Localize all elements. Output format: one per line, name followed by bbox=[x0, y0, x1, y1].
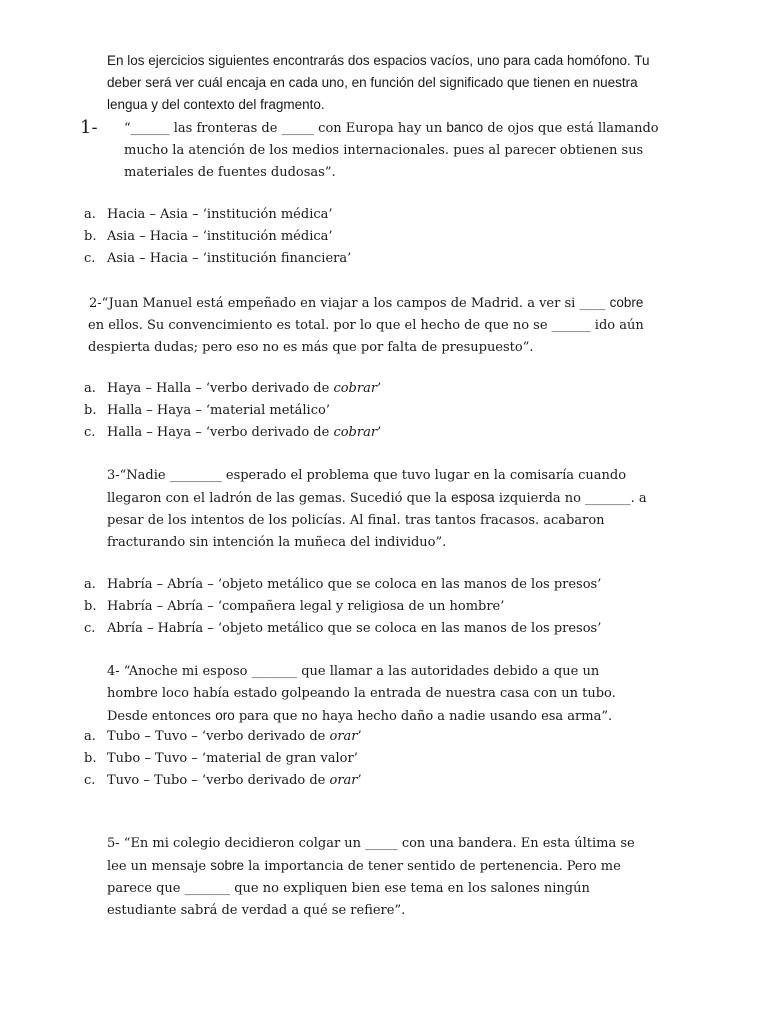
option-letter: b. bbox=[84, 751, 97, 766]
question-4-keyword: oro bbox=[215, 708, 235, 723]
option-text: Hacia – Asia – ‘institución médica’ bbox=[107, 207, 333, 222]
option-letter: b. bbox=[84, 599, 97, 614]
question-5-text-start: 5- “En mi colegio decidieron colgar un _____ con una bandera. En esta última se lee un mensaje bbox=[107, 836, 635, 874]
instructions-paragraph: En los ejercicios siguientes encontrarás dos espacios vacíos, uno para cada homófono. Tu deber será ver cuál encaja en cada uno, en función del significado que tienen en nuestra lengua y del contexto del fragmento. bbox=[107, 53, 650, 112]
question-2-text bbox=[88, 292, 658, 359]
question-2-text-start: 2-“Juan Manuel está empeñado en viajar a los campos de Madrid. a ver si ____ bbox=[89, 296, 610, 311]
option-text-italic: orar bbox=[329, 729, 358, 744]
option-text-italic: cobrar bbox=[333, 381, 378, 396]
option-letter: c. bbox=[84, 773, 96, 788]
option-text-end: ’ bbox=[377, 425, 382, 440]
question-2-text-end: en ellos. Su convencimiento es total. por lo que el hecho de que no se ______ ido aún despierta dudas; pero eso no es más que por falta de presupuesto”. bbox=[88, 318, 644, 355]
option-letter: c. bbox=[84, 425, 96, 440]
option-letter: a. bbox=[84, 729, 96, 744]
question-4-text bbox=[107, 661, 647, 728]
question-3-text bbox=[107, 465, 647, 554]
question-3-text-end: izquierda no _______. a pesar de los intentos de los policías. Al final. tras tantos fracasos. acabaron fracturando sin intención la muñeca del individuo”. bbox=[107, 491, 647, 550]
question-3-keyword: esposa bbox=[451, 490, 495, 505]
option-text: Habría – Abría – ‘objeto metálico que se coloca en las manos de los presos’ bbox=[107, 577, 602, 592]
option-text-end: ’ bbox=[377, 381, 382, 396]
question-3-text-start: 3-“Nadie ________ esperado el problema que tuvo lugar en la comisaría cuando llegaron con el ladrón de las gemas. Sucedió que la bbox=[107, 468, 627, 506]
option-text: Habría – Abría – ‘compañera legal y religiosa de un hombre’ bbox=[107, 599, 505, 614]
option-letter: b. bbox=[84, 229, 97, 244]
option-text-italic: cobrar bbox=[333, 425, 378, 440]
option-text bbox=[107, 726, 362, 748]
option-text: Asia – Hacia – ‘institución médica’ bbox=[107, 229, 333, 244]
option-text-end: ’ bbox=[357, 773, 362, 788]
question-5-keyword: sobre bbox=[210, 858, 245, 873]
option-letter: a. bbox=[84, 577, 96, 592]
option-text bbox=[107, 378, 381, 400]
option-letter: c. bbox=[84, 621, 96, 636]
option-text-start: Halla – Haya – ‘material metálico’ bbox=[107, 403, 330, 418]
option-text-start: Tubo – Tuvo – ‘verbo derivado de bbox=[107, 729, 330, 744]
question-1-keyword: banco bbox=[446, 120, 484, 135]
question-1-text-end: de ojos que está llamando mucho la atención de los medios internacionales. pues al parecer obtienen sus materiales de fuentes dudosas”. bbox=[124, 121, 659, 180]
option-text-start: Tuvo – Tubo – ‘verbo derivado de bbox=[107, 773, 330, 788]
option-text-start: Haya – Halla – ‘verbo derivado de bbox=[107, 381, 334, 396]
option-text-italic: orar bbox=[329, 773, 358, 788]
option-text bbox=[107, 748, 358, 770]
option-text bbox=[107, 770, 362, 792]
option-text bbox=[107, 422, 381, 444]
question-1-text-start: “______ las fronteras de _____ con Europa hay un bbox=[124, 121, 447, 136]
question-4-text-end: para que no haya hecho daño a nadie usando esa arma”. bbox=[234, 709, 613, 724]
option-text-start: Halla – Haya – ‘verbo derivado de bbox=[107, 425, 334, 440]
option-letter: a. bbox=[84, 381, 96, 396]
option-text-end: ’ bbox=[357, 729, 362, 744]
option-letter: c. bbox=[84, 251, 96, 266]
question-4-text-start: 4- “Anoche mi esposo _______ que llamar a las autoridades debido a que un hombre loco había estado golpeando la entrada de nuestra casa con un tubo. Desde entonces bbox=[107, 664, 616, 724]
question-1-text bbox=[124, 117, 664, 184]
option-text: Abría – Habría – ‘objeto metálico que se coloca en las manos de los presos’ bbox=[107, 621, 602, 636]
option-text-start: Tubo – Tuvo – ‘material de gran valor’ bbox=[107, 751, 358, 766]
option-text bbox=[107, 400, 330, 422]
option-letter: a. bbox=[84, 207, 96, 222]
option-text: Asia – Hacia – ‘institución financiera’ bbox=[107, 251, 352, 266]
question-2-keyword: cobre bbox=[609, 295, 644, 310]
question-5-text bbox=[107, 833, 647, 922]
option-letter: b. bbox=[84, 403, 97, 418]
question-1-number: 1- bbox=[80, 117, 98, 138]
question-5-text-end: la importancia de tener sentido de pertenencia. Pero me parece que _______ que no expliquen bien ese tema en los salones ningún estudiante sabrá de verdad a qué se refiere”. bbox=[107, 859, 621, 918]
